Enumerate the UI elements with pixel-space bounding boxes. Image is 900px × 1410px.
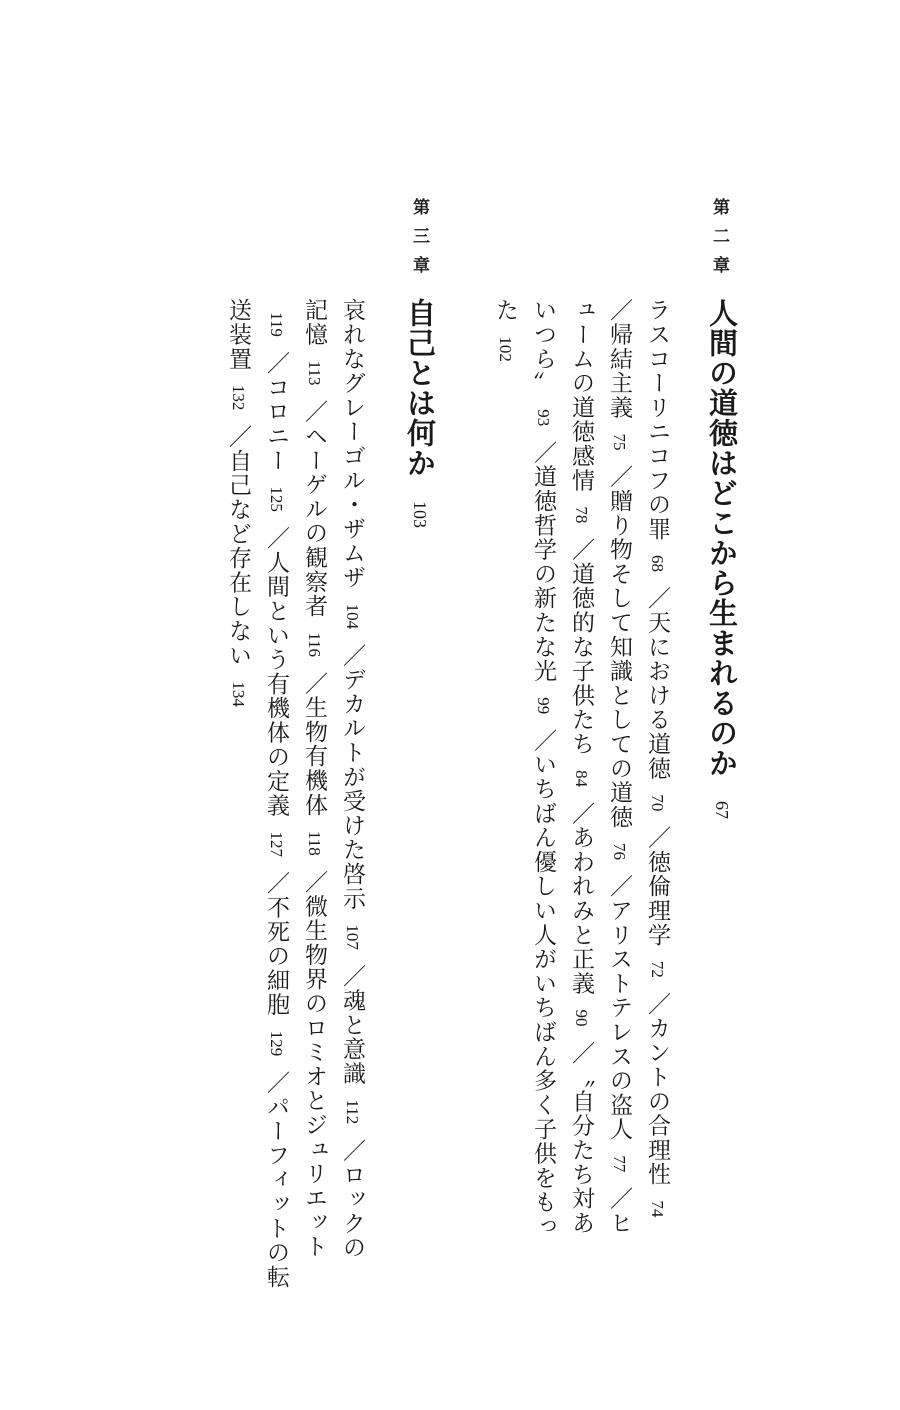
toc-entry-text: ／微生物界のロミオとジュリエット bbox=[301, 869, 327, 1259]
page-reference: 76 bbox=[610, 843, 629, 860]
toc-entry-text: ／帰結主義 bbox=[606, 298, 632, 420]
toc-entry-text: ／生物有機体 bbox=[301, 671, 327, 817]
page-reference: 75 bbox=[610, 433, 629, 451]
toc-entry-text: ／徳倫理学 bbox=[644, 825, 670, 947]
page-reference: 104 bbox=[343, 603, 362, 630]
toc-entry-text: 送装置 bbox=[225, 298, 251, 371]
page-reference: 112 bbox=[343, 1099, 362, 1125]
toc-entry-text: ／〝自分たち対あ bbox=[568, 1040, 594, 1235]
page-reference: 116 bbox=[305, 632, 324, 658]
page-reference: 102 bbox=[496, 336, 515, 362]
page-reference: 118 bbox=[305, 830, 324, 856]
chapter3-toc-line bbox=[264, 298, 287, 1289]
toc-entry-text: ／いちばん優しい人がいちばん多く子供をもっ bbox=[530, 728, 556, 1239]
chapter2-toc-line bbox=[493, 298, 516, 376]
toc-entry-text: ／ロックの bbox=[339, 1138, 365, 1260]
chapter2-label: 第二章 bbox=[709, 198, 729, 285]
page-reference: 129 bbox=[267, 1030, 286, 1057]
toc-entry-text: ／コロニー bbox=[263, 350, 289, 473]
toc-entry-text: ／ヘーゲルの観察者 bbox=[301, 399, 327, 619]
page-reference: 93 bbox=[534, 409, 553, 427]
page-reference: 127 bbox=[267, 831, 286, 857]
toc-entry-text: ／道徳哲学の新たな光 bbox=[530, 440, 556, 684]
chapter2-heading bbox=[705, 298, 739, 820]
chapter2-toc-line bbox=[645, 298, 668, 1231]
page-reference: 72 bbox=[648, 960, 667, 978]
toc-entry-text: いつら〟 bbox=[530, 298, 556, 396]
page-reference: 78 bbox=[572, 506, 591, 524]
page-reference: 70 bbox=[648, 794, 667, 812]
chapter2-page-number: 67 bbox=[712, 801, 732, 820]
page-reference: 77 bbox=[610, 1155, 629, 1173]
chapter3-toc-line bbox=[302, 298, 325, 1259]
toc-entry-text: ／カントの合理性 bbox=[644, 991, 670, 1187]
chapter3-toc-line bbox=[226, 298, 249, 721]
toc-entry-text: ／人間という有機体の定義 bbox=[263, 525, 289, 818]
toc-entry-text: ラスコーリニコフの罪 bbox=[644, 298, 670, 541]
page-reference: 90 bbox=[572, 1009, 591, 1027]
toc-entry-text: ／道徳的な子供たち bbox=[568, 537, 594, 757]
page-reference: 68 bbox=[648, 555, 667, 572]
page-reference: 125 bbox=[267, 486, 286, 512]
page-reference: 107 bbox=[343, 924, 362, 950]
toc-entry-text: 哀れなグレーゴル・ザムザ bbox=[339, 298, 365, 590]
toc-entry-text: ／デカルトが受けた啓示 bbox=[339, 643, 365, 911]
chapter2-toc-line bbox=[607, 298, 630, 1235]
chapter3-heading bbox=[403, 298, 437, 529]
toc-entry-text: た bbox=[492, 298, 518, 323]
chapter3-toc-line bbox=[340, 298, 363, 1260]
toc-entry-text: ／あわれみと正義 bbox=[568, 801, 594, 996]
page-reference: 134 bbox=[229, 681, 248, 707]
chapter3-label: 第三章 bbox=[409, 198, 429, 285]
chapter2-toc-line bbox=[531, 298, 554, 1239]
page-reference: 132 bbox=[229, 384, 248, 411]
page-reference: 113 bbox=[305, 360, 324, 386]
toc-entry-text: ／自己など存在しない bbox=[225, 424, 251, 668]
toc-entry-text: ／パーフィットの転 bbox=[263, 1070, 289, 1289]
toc-entry-text: ／ヒ bbox=[606, 1186, 632, 1235]
page-reference: 84 bbox=[572, 770, 591, 788]
page-reference: 74 bbox=[648, 1200, 667, 1218]
toc-entry-text: 記憶 bbox=[301, 298, 327, 347]
chapter3-title: 自己とは何か bbox=[403, 298, 437, 478]
chapter2-title: 人間の道徳はどこから生まれるのか bbox=[705, 298, 739, 778]
toc-entry-text: ／アリストテレスの盗人 bbox=[606, 874, 632, 1142]
toc-entry-text: ／不死の細胞 bbox=[263, 870, 289, 1017]
page-reference: 99 bbox=[534, 697, 553, 715]
page-reference: 119 bbox=[267, 312, 286, 337]
chapter3-page-number: 103 bbox=[410, 501, 430, 529]
toc-entry-text: ュームの道徳感情 bbox=[568, 298, 594, 493]
toc-entry-text: ／魂と意識 bbox=[339, 963, 365, 1086]
toc-entry-text: ／贈り物そして知識としての道徳 bbox=[606, 464, 632, 829]
chapter2-toc-line bbox=[569, 298, 592, 1235]
toc-entry-text: ／天における道徳 bbox=[644, 586, 670, 781]
